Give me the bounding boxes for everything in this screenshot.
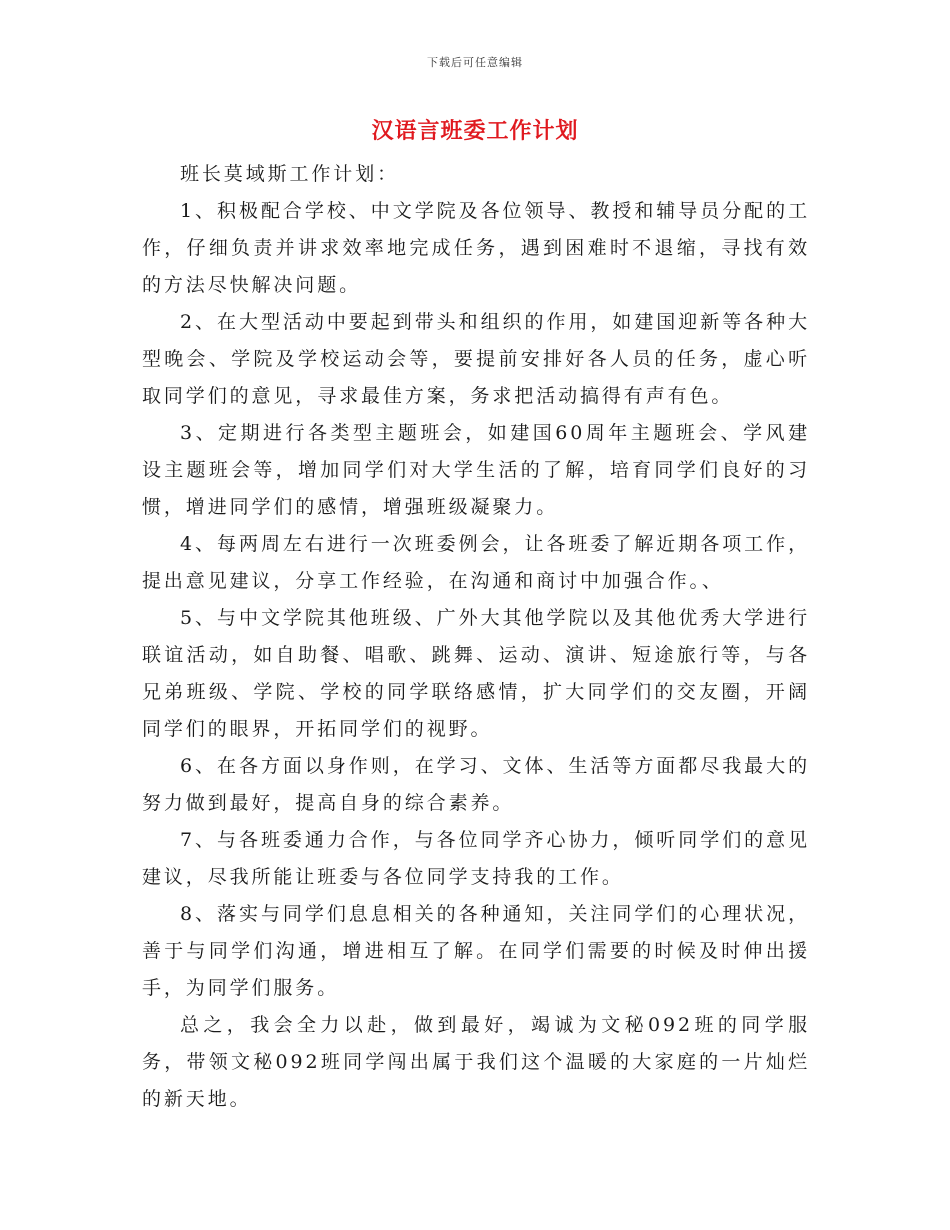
paragraph-item-6: 6、在各方面以身作则，在学习、文体、生活等方面都尽我最大的努力做到最好，提高自身的综合素养。 — [142, 755, 810, 814]
document-title: 汉语言班委工作计划 — [371, 118, 579, 144]
paragraph-item-1: 1、积极配合学校、中文学院及各位领导、教授和辅导员分配的工作，仔细负责并讲求效率地完成任务，遇到困难时不退缩，寻找有效的方法尽快解决问题。 — [142, 200, 810, 296]
paragraph-item-5: 5、与中文学院其他班级、广外大其他学院以及其他优秀大学进行联谊活动，如自助餐、唱歌、跳舞、运动、演讲、短途旅行等，与各兄弟班级、学院、学校的同学联络感情，扩大同学们的交友圈，开阔同学们的眼界，开拓同学们的视野。 — [142, 607, 810, 740]
paragraph-item-4: 4、每两周左右进行一次班委例会，让各班委了解近期各项工作，提出意见建议，分享工作经验，在沟通和商讨中加强合作。、 — [142, 533, 810, 592]
document-body — [142, 156, 810, 1118]
paragraph-conclusion: 总之，我会全力以赴，做到最好，竭诚为文秘092班的同学服务，带领文秘092班同学闯出属于我们这个温暖的大家庭的一片灿烂的新天地。 — [142, 1014, 810, 1110]
paragraph-item-8: 8、落实与同学们息息相关的各种通知，关注同学们的心理状况，善于与同学们沟通，增进相互了解。在同学们需要的时候及时伸出援手，为同学们服务。 — [142, 903, 810, 999]
paragraph-intro: 班长莫域斯工作计划： — [180, 163, 400, 185]
paragraph-item-2: 2、在大型活动中要起到带头和组织的作用，如建国迎新等各种大型晚会、学院及学校运动会等，要提前安排好各人员的任务，虚心听取同学们的意见，寻求最佳方案，务求把活动搞得有声有色。 — [142, 311, 810, 407]
paragraph-item-7: 7、与各班委通力合作，与各位同学齐心协力，倾听同学们的意见建议，尽我所能让班委与各位同学支持我的工作。 — [142, 829, 810, 888]
page-header-note: 下载后可任意编辑 — [427, 56, 523, 69]
paragraph-item-3: 3、定期进行各类型主题班会，如建国60周年主题班会、学风建设主题班会等，增加同学们对大学生活的了解，培育同学们良好的习惯，增进同学们的感情，增强班级凝聚力。 — [142, 422, 810, 518]
